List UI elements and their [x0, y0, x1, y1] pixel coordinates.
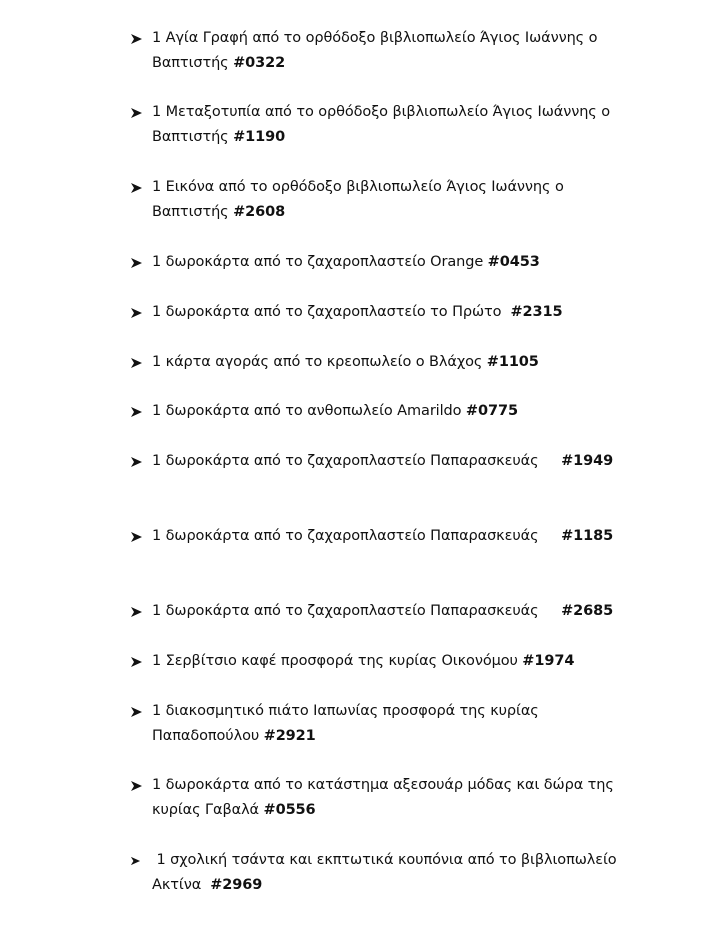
item-code: #1190	[233, 129, 286, 145]
item-description: 1 δωροκάρτα από το ζαχαροπλαστείο το Πρώτο	[152, 304, 511, 320]
item-description: 1 δωροκάρτα από το κατάστημα αξεσουάρ μόδας και δώρα της κυρίας Γαβαλά	[152, 777, 619, 818]
arrow-bullet-icon	[130, 26, 152, 51]
list-item	[130, 599, 630, 624]
list-item	[130, 773, 630, 823]
item-description: 1 διακοσμητικό πιάτο Ιαπωνίας προσφορά της κυρίας Παπαδοπούλου	[152, 703, 544, 744]
list-item-text	[152, 449, 613, 474]
item-description: 1 Σερβίτσιο καφέ προσφορά της κυρίας Οικονόμου	[152, 653, 523, 669]
list-item-text	[152, 300, 562, 325]
list-item	[130, 100, 630, 150]
item-description: 1 δωροκάρτα από το ζαχαροπλαστείο Παπαρασκευάς	[152, 528, 562, 544]
list-item-text	[152, 699, 630, 749]
arrow-bullet-icon	[130, 699, 152, 724]
list-item	[130, 399, 630, 424]
list-item-text	[152, 100, 630, 150]
item-code: #2921	[263, 728, 316, 744]
item-description: 1 δωροκάρτα από το ανθοπωλείο Amarildo	[152, 403, 466, 419]
arrow-bullet-icon	[130, 100, 152, 125]
item-code: #2315	[510, 304, 563, 320]
arrow-bullet-icon	[130, 350, 152, 375]
item-description: 1 δωροκάρτα από το ζαχαροπλαστείο Orange	[152, 254, 488, 270]
item-description: 1 δωροκάρτα από το ζαχαροπλαστείο Παπαρασκευάς	[152, 603, 562, 619]
list-item	[130, 524, 630, 549]
list-item	[130, 250, 630, 275]
item-description: 1 δωροκάρτα από το ζαχαροπλαστείο Παπαρασκευάς	[152, 453, 562, 469]
arrow-bullet-icon	[130, 449, 152, 474]
item-code: #1185	[561, 528, 614, 544]
list-item	[130, 350, 630, 375]
list-item-text	[152, 175, 630, 225]
list-item	[130, 300, 630, 325]
item-code: #1105	[486, 354, 539, 370]
item-code: #2685	[561, 603, 614, 619]
item-description: 1 Εικόνα από το ορθόδοξο βιβλιοπωλείο Άγιος Ιωάννης ο Βαπτιστής	[152, 179, 569, 220]
item-code: #2969	[210, 877, 263, 893]
item-code: #2608	[233, 204, 286, 220]
item-code: #1949	[561, 453, 614, 469]
item-code: #0775	[465, 403, 518, 419]
list-item	[130, 649, 630, 674]
arrow-bullet-icon	[130, 300, 152, 325]
arrow-bullet-icon	[130, 773, 152, 798]
list-item-text	[152, 26, 630, 76]
list-item-text	[152, 250, 540, 275]
list-item-text	[152, 524, 613, 549]
item-description: 1 Μεταξοτυπία από το ορθόδοξο βιβλιοπωλείο Άγιος Ιωάννης ο Βαπτιστής	[152, 104, 615, 145]
arrow-bullet-icon	[130, 649, 152, 674]
arrow-bullet-icon	[130, 599, 152, 624]
item-code: #0453	[487, 254, 540, 270]
item-description: 1 κάρτα αγοράς από το κρεοπωλείο ο Βλάχος	[152, 354, 487, 370]
arrow-bullet-icon	[130, 848, 152, 873]
arrow-bullet-icon	[130, 524, 152, 549]
list-item-text	[152, 649, 574, 674]
list-item	[130, 26, 630, 76]
arrow-bullet-icon	[130, 175, 152, 200]
item-description: 1 σχολική τσάντα και εκπτωτικά κουπόνια από το βιβλιοπωλείο Ακτίνα	[152, 852, 622, 893]
list-item	[130, 699, 630, 749]
list-item-text	[152, 399, 518, 424]
list-item	[130, 848, 630, 898]
list-item	[130, 449, 630, 474]
list-item	[130, 175, 630, 225]
list-item-text	[152, 350, 539, 375]
arrow-bullet-icon	[130, 399, 152, 424]
item-code: #0322	[233, 55, 286, 71]
arrow-bullet-icon	[130, 250, 152, 275]
item-description: 1 Αγία Γραφή από το ορθόδοξο βιβλιοπωλείο Άγιος Ιωάννης ο Βαπτιστής	[152, 30, 602, 71]
item-code: #0556	[263, 802, 316, 818]
list-item-text	[152, 599, 613, 624]
list-item-text	[152, 773, 630, 823]
list-item-text	[152, 848, 630, 898]
item-code: #1974	[522, 653, 575, 669]
